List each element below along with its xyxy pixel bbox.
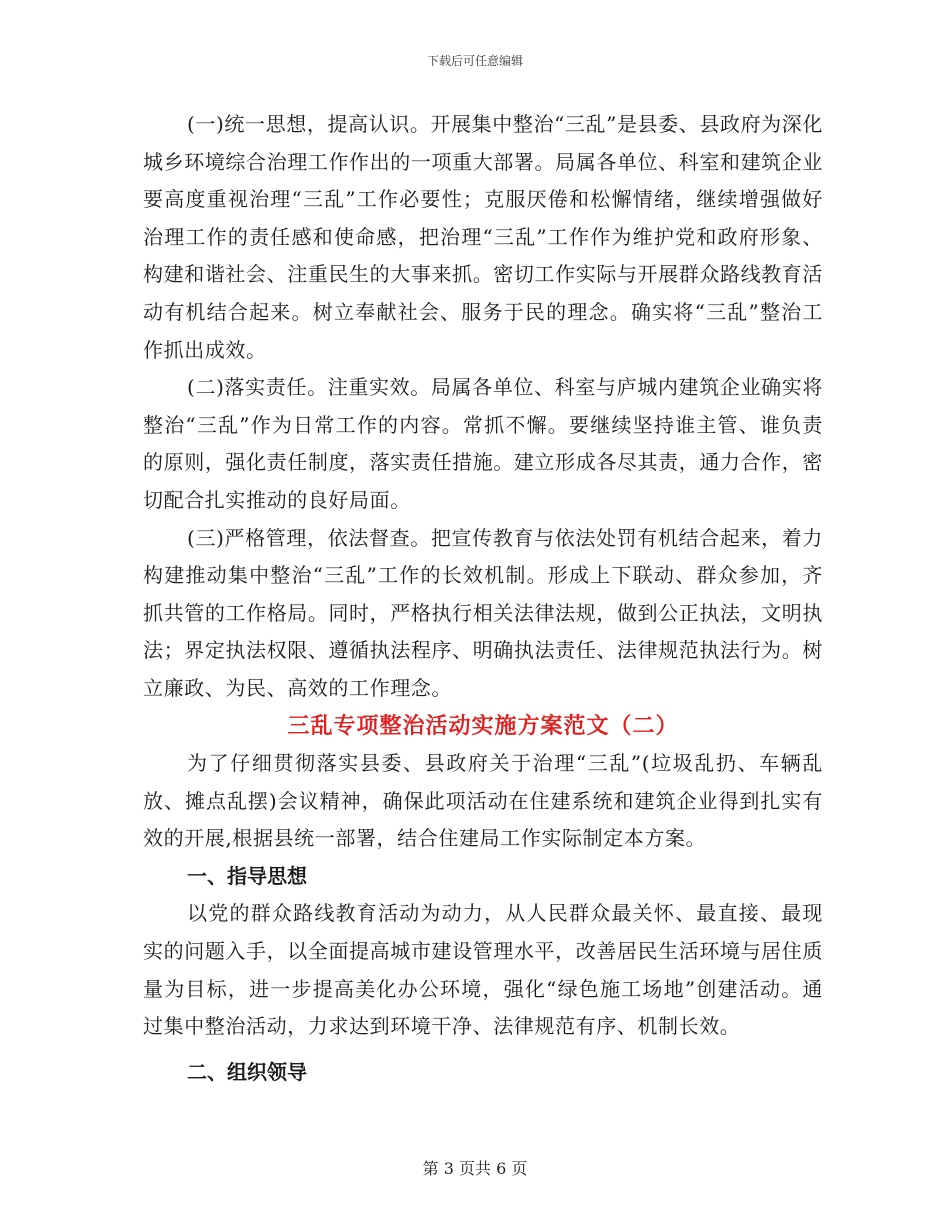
- heading-organization-leadership: 二、组织领导: [187, 1059, 307, 1084]
- paragraph-implement-responsibility: (二)落实责任。注重实效。局属各单位、科室与庐城内建筑企业确实将整治“三乱”作为日常工作的内容。常抓不懈。要继续坚持谁主管、谁负责的原则，强化责任制度，落实责任措施。建立形成各尽其责，通力合作，密切配合扎实推动的良好局面。: [143, 375, 823, 512]
- heading-guiding-ideology: 一、指导思想: [187, 863, 307, 888]
- section-title: 三乱专项整治活动实施方案范文（二）: [287, 713, 679, 739]
- document-body: [143, 106, 823, 1091]
- paragraph-strict-management: (三)严格管理，依法督查。把宣传教育与依法处罚有机结合起来，着力构建推动集中整治“三乱”工作的长效机制。形成上下联动、群众参加，齐抓共管的工作格局。同时，严格执行相关法律法规，做到公正执法，文明执法；界定执法权限、遵循执法程序、明确执法责任、法律规范执法行为。树立廉政、为民、高效的工作理念。: [143, 525, 823, 700]
- page-header: 下载后可任意编辑: [426, 54, 523, 68]
- paragraph-unify-thinking: (一)统一思想，提高认识。开展集中整治“三乱”是县委、县政府为深化城乡环境综合治理工作作出的一项重大部署。局属各单位、科室和建筑企业要高度重视治理“三乱”工作必要性；克服厌倦和松懈情绪，继续增强做好治理工作的责任感和使命感，把治理“三乱”工作作为维护党和政府形象、构建和谐社会、注重民生的大事来抓。密切工作实际与开展群众路线教育活动有机结合起来。树立奉献社会、服务于民的理念。确实将“三乱”整治工作抓出成效。: [143, 112, 823, 362]
- paragraph-intro: 为了仔细贯彻落实县委、县政府关于治理“三乱”(垃圾乱扔、车辆乱放、摊点乱摆)会议精神，确保此项活动在住建系统和建筑企业得到扎实有效的开展,根据县统一部署，结合住建局工作实际制定本方案。: [143, 751, 823, 851]
- page-number: 第 3 页共 6 页: [422, 1159, 528, 1178]
- paragraph-guiding-ideology: 以党的群众路线教育活动为动力，从人民群众最关怀、最直接、最现实的问题入手，以全面提高城市建设管理水平，改善居民生活环境与居住质量为目标，进一步提高美化办公环境，强化“绿色施工场地”创建活动。通过集中整治活动，力求达到环境干净、法律规范有序、机制长效。: [143, 901, 823, 1039]
